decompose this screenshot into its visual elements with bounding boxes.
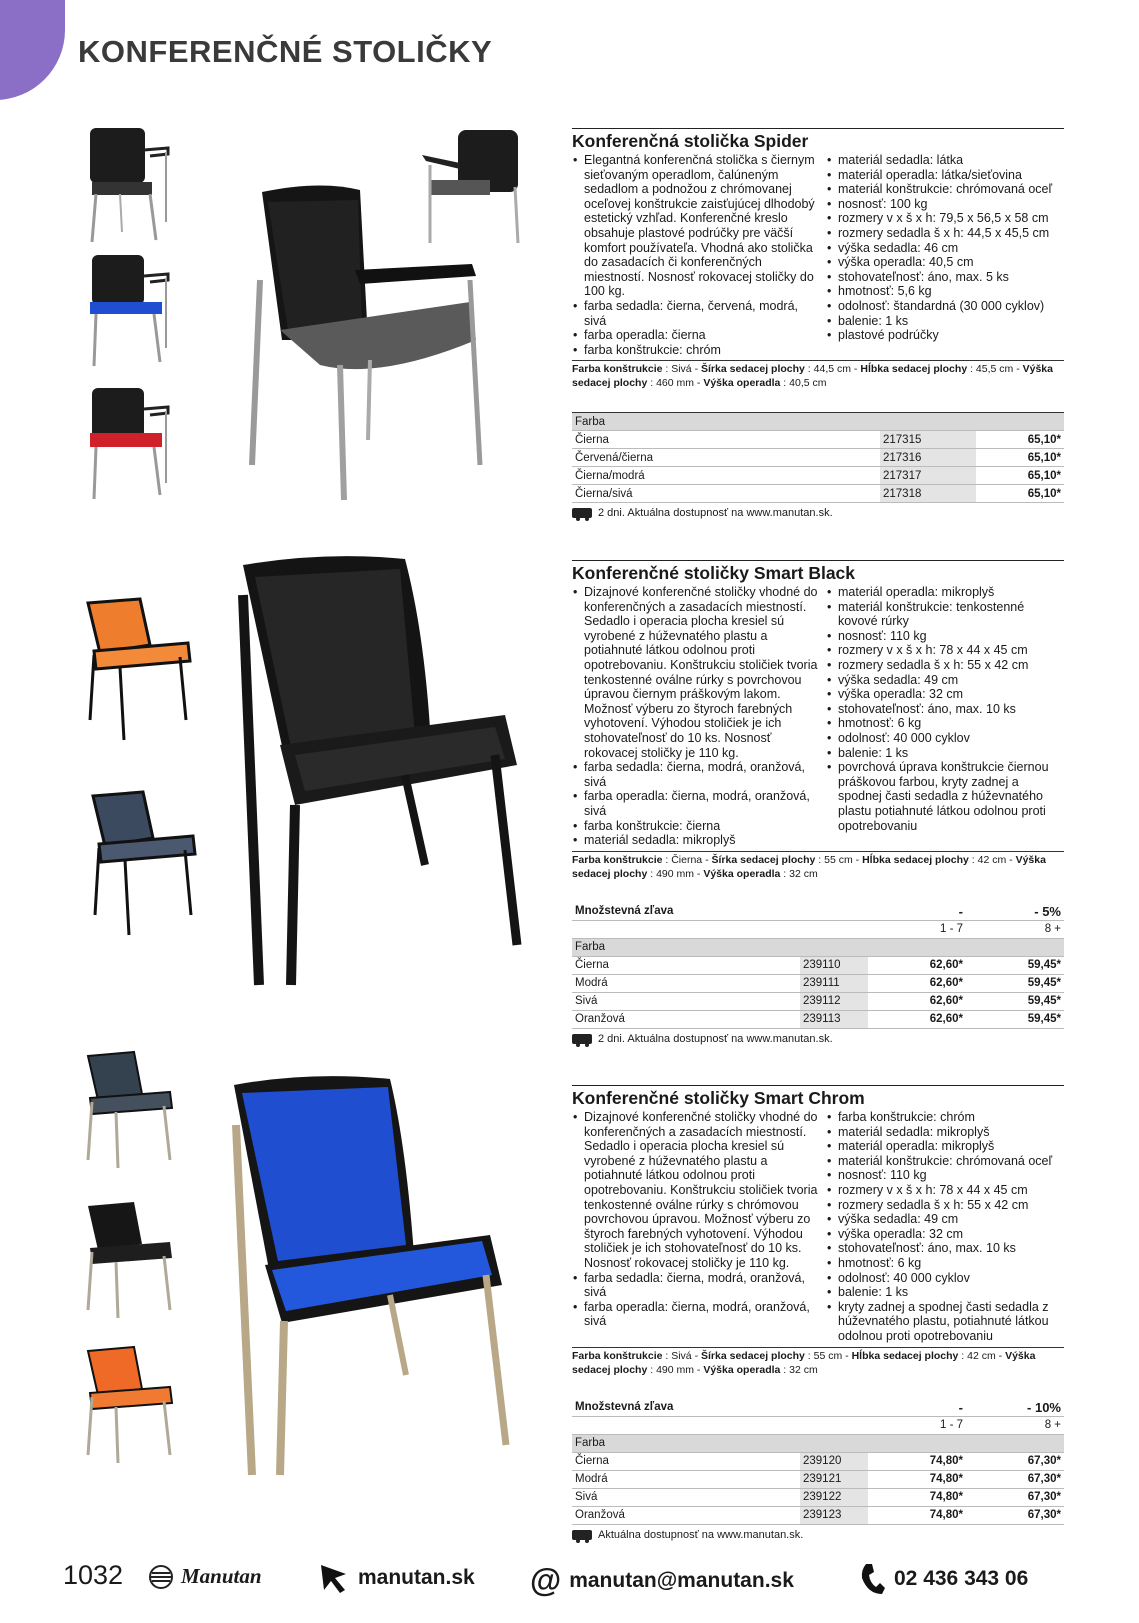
smart-black-main-image [225,555,535,990]
product-spider [572,128,1064,519]
table-row: Modrá 239121 74,80* 67,30* [572,1470,1064,1488]
feature-item: • materiál sedadla: látka [826,153,1064,168]
feature-item: • odolnosť: 40 000 cyklov [826,731,1064,746]
feature-item: • materiál operadla: mikroplyš [826,585,1064,600]
availability: 2 dni. Aktuálna dostupnosť na www.manutan.sk. [572,507,1064,519]
product-title: Konferenčné stoličky Smart Black [572,560,1064,585]
availability: 2 dni. Aktuálna dostupnosť na www.manutan.sk. [572,1033,1064,1045]
manutan-logo-icon [146,1565,176,1589]
table-header: Farba [572,413,1064,431]
feature-item: • materiál operadla: mikroplyš [826,1139,1064,1154]
spec-line: Farba konštrukcie : Sivá - Šírka sedacej plochy : 55 cm - Hĺbka sedacej plochy : 42 cm - Výška sedacej plochy : 490 mm - Výška operadla : 32 cm [572,1347,1064,1377]
price-table: Množstevná zľava - - 10% 1 - 7 8 + Farba Čierna 239120 74,80* 67,30* Modrá 239121 74,80* 67,30* Sivá 239122 74,80* 67,30* Oranžová 239123 74,80* 67,30* [572,1399,1064,1525]
spec-line: Farba konštrukcie : Sivá - Šírka sedacej plochy : 44,5 cm - Hĺbka sedacej plochy : 45,5 cm - Výška sedacej plochy : 460 mm - Výška operadla : 40,5 cm [572,360,1064,390]
feature-item: • výška operadla: 40,5 cm [826,255,1064,270]
feature-item: • výška sedadla: 46 cm [826,241,1064,256]
feature-item: • rozmery sedadla š x h: 55 x 42 cm [826,1198,1064,1213]
brand-logo: Manutan [146,1564,262,1589]
table-header: Farba [572,1434,1064,1452]
feature-item: • materiál konštrukcie: chrómovaná oceľ [826,182,1064,197]
feature-item: • kryty zadnej a spodnej časti sedadla z húževnatého plastu, potiahnuté látkou odolnou proti opotrebovaniu [826,1300,1064,1344]
feature-item: • plastové podrúčky [826,328,1064,343]
smart-black-orange-thumbnail [80,595,200,745]
spider-main-image [240,180,510,520]
feature-item: • Elegantná konferenčná stolička s čiernym sieťovaným operadlom, čalúneným sedadlom a podnožou z chrómovanej oceľovej konštrukcie zaisťujúcej dlhodobý estetický vzhľad. Konferenčné kreslo obsahuje plastové podrúčky pre väčší komfort používateľa. Vhodná ako stolička do zasadacích či konferenčných miestností. Nosnosť rokovacej stoličky do 100 kg. [572,153,818,299]
feature-item: • hmotnosť: 6 kg [826,1256,1064,1271]
email-link[interactable]: @ manutan@manutan.sk [530,1562,794,1598]
table-row: Čierna 217315 65,10* [572,431,1064,449]
feature-item: • stohovateľnosť: áno, max. 10 ks [826,1241,1064,1256]
discount-label: Množstevná zľava [572,903,800,921]
phone-link[interactable]: 02 436 343 06 [858,1562,1028,1596]
feature-item: • farba sedadla: čierna, modrá, oranžová, sivá [572,760,818,789]
table-row: Modrá 239111 62,60* 59,45* [572,974,1064,992]
feature-item: • rozmery v x š x h: 78 x 44 x 45 cm [826,643,1064,658]
feature-item: • farba konštrukcie: čierna [572,819,818,834]
smart-chrom-grey-thumbnail [80,1050,180,1170]
spider-blue-thumbnail [82,250,182,370]
table-row: Čierna/sivá 217318 65,10* [572,485,1064,503]
feature-item: • hmotnosť: 6 kg [826,716,1064,731]
feature-item: • materiál konštrukcie: chrómovaná oceľ [826,1154,1064,1169]
feature-item: • materiál sedadla: mikroplyš [572,833,818,848]
spider-red-thumbnail [82,383,182,503]
feature-item: • výška operadla: 32 cm [826,687,1064,702]
feature-item: • výška sedadla: 49 cm [826,1212,1064,1227]
feature-item: • nosnosť: 110 kg [826,1168,1064,1183]
page-number: 1032 [63,1560,124,1590]
website-link[interactable]: manutan.sk [318,1562,475,1594]
footer [0,1560,1139,1600]
page-title: KONFERENČNÉ STOLIČKY [78,34,493,69]
truck-icon [572,508,592,518]
feature-item: • materiál sedadla: mikroplyš [826,1125,1064,1140]
table-row: Sivá 239122 74,80* 67,30* [572,1488,1064,1506]
feature-item: • balenie: 1 ks [826,314,1064,329]
smart-chrom-black-thumbnail [80,1200,180,1320]
spec-line: Farba konštrukcie : Čierna - Šírka sedacej plochy : 55 cm - Hĺbka sedacej plochy : 42 cm - Výška sedacej plochy : 490 mm - Výška operadla : 32 cm [572,851,1064,881]
table-row: Červená/čierna 217316 65,10* [572,449,1064,467]
cursor-icon [318,1562,350,1594]
feature-item: • odolnosť: 40 000 cyklov [826,1271,1064,1286]
corner-accent [0,0,65,100]
price-table [572,412,1064,503]
product-smart-chrom [572,1085,1064,1541]
feature-item: • farba sedadla: čierna, modrá, oranžová, sivá [572,1271,818,1300]
feature-item: • balenie: 1 ks [826,1285,1064,1300]
smart-chrom-orange-thumbnail [80,1345,180,1465]
feature-item: • rozmery v x š x h: 79,5 x 56,5 x 58 cm [826,211,1064,226]
smart-black-grey-thumbnail [85,790,205,940]
availability: Aktuálna dostupnosť na www.manutan.sk. [572,1529,1064,1541]
feature-item: • Dizajnové konferenčné stoličky vhodné do konferenčných a zasadacích miestností. Sedadlo i operacia plocha kresiel sú vyrobené z húževnatého plastu a potiahnuté látkou odolnou proti opotrebovaniu. Konštrukciu stoličiek tvoria tenkostenné oválne rúrky s povrchovou úpravou čiernym práškovým lakom. Možnosť výberu zo štyroch farebných vyhotovení. Výhodou stoličiek je ich stohovateľnosť do 10 ks. Nosnosť rokovacej stoličky je 110 kg. [572,585,818,760]
table-row: Čierna 239110 62,60* 59,45* [572,956,1064,974]
feature-item: • povrchová úprava konštrukcie čiernou práškovou farbou, kryty zadnej a spodnej časti sedadla z húževnatého plastu potiahnuté látkou odolnou proti opotrebovaniu [826,760,1064,833]
feature-item: • nosnosť: 110 kg [826,629,1064,644]
feature-item: • rozmery sedadla š x h: 55 x 42 cm [826,658,1064,673]
feature-item: • farba sedadla: čierna, červená, modrá, sivá [572,299,818,328]
feature-item: • hmotnosť: 5,6 kg [826,284,1064,299]
product-smart-black [572,560,1064,1045]
feature-item: • výška operadla: 32 cm [826,1227,1064,1242]
table-header: Farba [572,938,1064,956]
feature-item: • farba konštrukcie: chróm [826,1110,1064,1125]
feature-item: • materiál konštrukcie: tenkostenné kovové rúrky [826,600,1064,629]
discount-label: Množstevná zľava [572,1399,800,1417]
product-title: Konferenčné stoličky Smart Chrom [572,1085,1064,1110]
feature-item: • rozmery v x š x h: 78 x 44 x 45 cm [826,1183,1064,1198]
table-row: Sivá 239112 62,60* 59,45* [572,992,1064,1010]
feature-item: • rozmery sedadla š x h: 44,5 x 45,5 cm [826,226,1064,241]
table-row: Čierna/modrá 217317 65,10* [572,467,1064,485]
feature-item: • balenie: 1 ks [826,746,1064,761]
spider-black-thumbnail [80,120,180,250]
feature-item: • nosnosť: 100 kg [826,197,1064,212]
phone-icon [858,1562,886,1596]
table-row: Oranžová 239123 74,80* 67,30* [572,1506,1064,1524]
feature-item: • Dizajnové konferenčné stoličky vhodné do konferenčných a zasadacích miestností. Sedadlo i operacia plocha kresiel sú vyrobené z húževnatého plastu a potiahnuté látkou odolnou proti opotrebovaniu. Konštrukciu stoličiek tvoria tenkostenné oválne rúrky s chrómovou povrchovou úpravou. Možnosť výberu zo štyroch farebných vyhotovení. Výhodou stoličiek je ich stohovateľnosť do 10 ks. Nosnosť rokovacej stoličky je 110 kg. [572,1110,818,1271]
feature-item: • materiál operadla: látka/sieťovina [826,168,1064,183]
price-table: Množstevná zľava - - 5% 1 - 7 8 + Farba Čierna 239110 62,60* 59,45* Modrá 239111 62,60* 59,45* Sivá 239112 62,60* 59,45* Oranžová 239113 62,60* 59,45* [572,903,1064,1029]
feature-item: • výška sedadla: 49 cm [826,673,1064,688]
at-icon: @ [530,1562,562,1598]
table-row: Oranžová 239113 62,60* 59,45* [572,1010,1064,1028]
truck-icon [572,1530,592,1540]
feature-item: • farba operadla: čierna, modrá, oranžová, sivá [572,789,818,818]
smart-chrom-main-image [220,1075,520,1485]
feature-item: • farba operadla: čierna [572,328,818,343]
feature-item: • farba konštrukcie: chróm [572,343,818,358]
feature-item: • stohovateľnosť: áno, max. 10 ks [826,702,1064,717]
feature-item: • odolnosť: štandardná (30 000 cyklov) [826,299,1064,314]
feature-item: • farba operadla: čierna, modrá, oranžová, sivá [572,1300,818,1329]
table-row: Čierna 239120 74,80* 67,30* [572,1452,1064,1470]
product-title: Konferenčná stolička Spider [572,128,1064,153]
truck-icon [572,1034,592,1044]
feature-item: • stohovateľnosť: áno, max. 5 ks [826,270,1064,285]
